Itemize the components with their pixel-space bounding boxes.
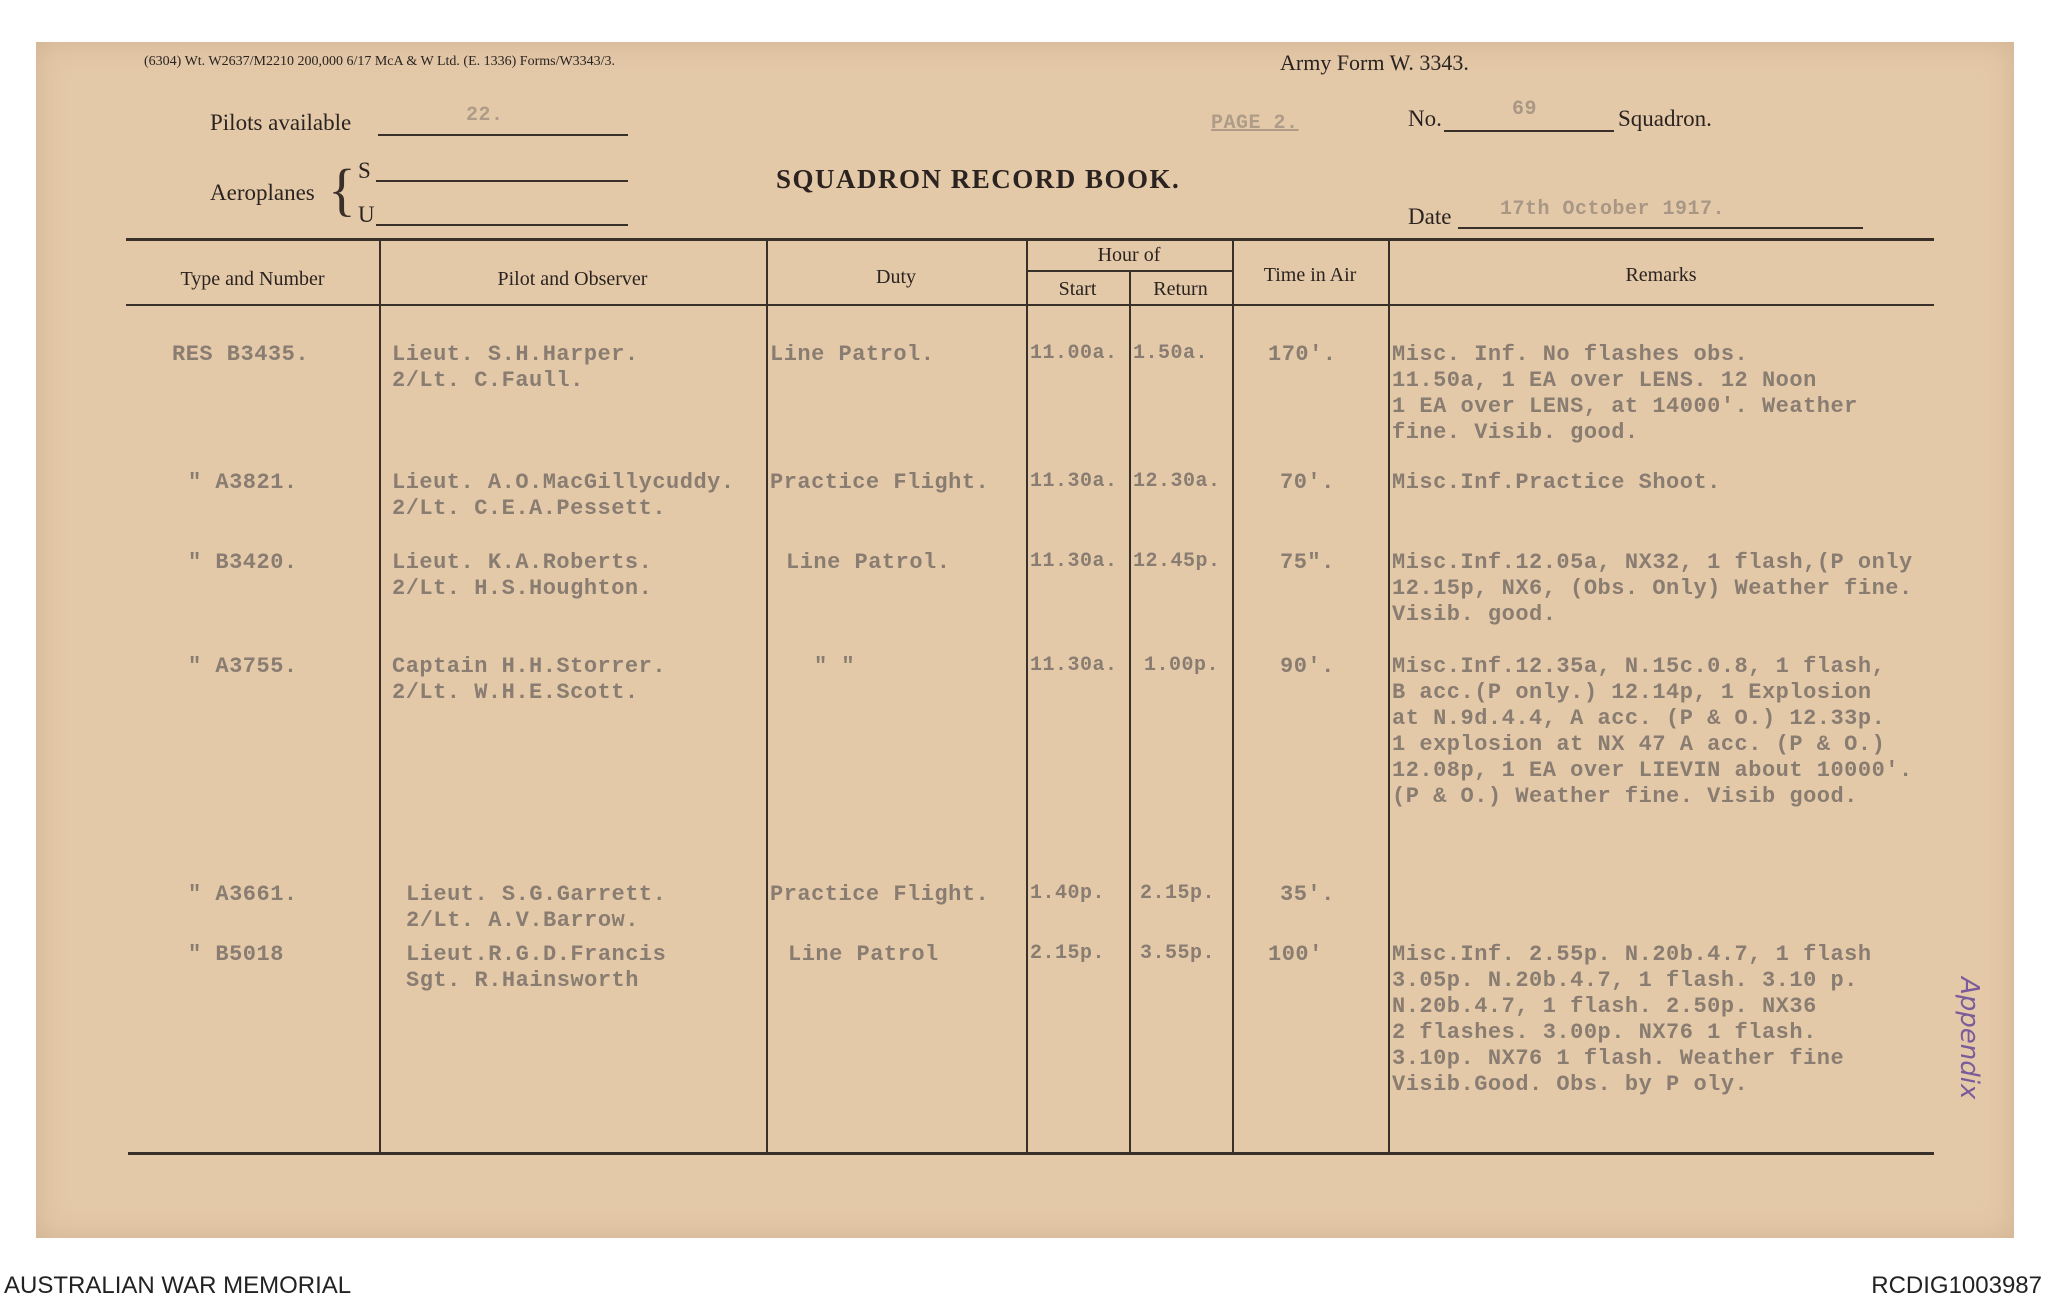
col-divider-5 [1232,240,1234,1152]
col-divider-6 [1388,240,1390,1152]
page-value: PAGE 2. [1211,112,1299,135]
cell-time: 75". [1280,550,1335,575]
cell-start: 11.30a. [1030,550,1118,573]
remark-line: 11.50a, 1 EA over LENS. 12 Noon [1392,368,1817,393]
pilots-available-underline [378,134,628,136]
remark-line: 12.15p, NX6, (Obs. Only) Weather fine. [1392,576,1913,601]
cell-remarks [1392,342,1858,446]
col-header-return: Return [1153,278,1208,300]
cell-remarks [1392,654,1913,810]
remark-line: N.20b.4.7, 1 flash. 2.50p. NX36 [1392,994,1817,1019]
observer-name: 2/Lt. A.V.Barrow. [406,908,639,933]
col-header-duty: Duty [876,266,916,288]
date-label: Date [1408,204,1452,229]
cell-start: 11.30a. [1030,470,1118,493]
cell-duty: Line Patrol. [770,342,935,367]
cell-return: 2.15p. [1140,882,1216,905]
remark-line: Misc.Inf.12.05a, NX32, 1 flash,(P only [1392,550,1913,575]
col-header-remarks: Remarks [1625,264,1697,286]
col-divider-2 [766,240,768,1152]
cell-pilot [406,882,666,934]
remark-line: B acc.(P only.) 12.14p, 1 Explosion [1392,680,1872,705]
remark-line: 1 explosion at NX 47 A acc. (P & O.) [1392,732,1886,757]
pilot-name: Lieut. S.G.Garrett. [406,882,667,907]
pilots-available-value: 22. [466,104,504,127]
cell-return: 12.30a. [1133,470,1221,493]
cell-return: 3.55p. [1140,942,1216,965]
cell-start: 1.40p. [1030,882,1106,905]
remark-line: Visib. good. [1392,602,1557,627]
page-title: SQUADRON RECORD BOOK. [776,164,1181,194]
cell-pilot [392,470,735,522]
remark-line: Misc.Inf.Practice Shoot. [1392,470,1721,495]
footer-archive-name: AUSTRALIAN WAR MEMORIAL [4,1272,352,1299]
date-underline [1458,227,1863,229]
table-top-rule [126,238,1934,241]
observer-name: Sgt. R.Hainsworth [406,968,639,993]
table-bottom-rule [128,1152,1934,1155]
cell-start: 11.00a. [1030,342,1118,365]
col-divider-1 [379,240,381,1152]
col-divider-4 [1129,270,1131,1152]
squadron-label: Squadron. [1618,106,1712,131]
pilots-available-label: Pilots available [210,110,352,135]
pilot-name: Lieut. S.H.Harper. [392,342,639,367]
u-underline [376,224,628,226]
squadron-number: 69 [1512,98,1538,121]
remark-line: 12.08p, 1 EA over LIEVIN about 10000'. [1392,758,1913,783]
observer-name: 2/Lt. H.S.Houghton. [392,576,653,601]
cell-pilot [392,342,639,394]
observer-name: 2/Lt. C.E.A.Pessett. [392,496,667,521]
cell-type: " B5018 [188,942,284,967]
cell-type: " A3821. [188,470,298,495]
cell-return: 1.00p. [1144,654,1220,677]
cell-time: 90'. [1280,654,1335,679]
remark-line: Misc.Inf. 2.55p. N.20b.4.7, 1 flash [1392,942,1872,967]
remark-line: 2 flashes. 3.00p. NX76 1 flash. [1392,1020,1817,1045]
cell-remarks [1392,942,1872,1098]
s-label: S [358,158,371,183]
remark-line: Misc. Inf. No flashes obs. [1392,342,1749,367]
col-header-type: Type and Number [180,268,325,290]
cell-return: 12.45p. [1133,550,1221,573]
cell-start: 11.30a. [1030,654,1118,677]
cell-type: " B3420. [188,550,298,575]
footer-record-id: RCDIG1003987 [1871,1272,2042,1299]
cell-time: 70'. [1280,470,1335,495]
remark-line: 1 EA over LENS, at 14000'. Weather [1392,394,1858,419]
pilot-name: Lieut. K.A.Roberts. [392,550,653,575]
cell-pilot [392,654,666,706]
cell-duty: Line Patrol. [786,550,951,575]
aeroplanes-brace: { [328,157,356,222]
cell-time: 100' [1268,942,1323,967]
remark-line: fine. Visib. good. [1392,420,1639,445]
cell-time: 35'. [1280,882,1335,907]
date-value: 17th October 1917. [1500,198,1726,221]
col-divider-3 [1026,240,1028,1152]
appendix-annotation: Appendix [1954,977,1984,1100]
observer-name: 2/Lt. W.H.E.Scott. [392,680,639,705]
cell-duty: Practice Flight. [770,470,990,495]
header-bottom-rule [126,304,1934,306]
remark-line: Visib.Good. Obs. by P oly. [1392,1072,1749,1097]
no-label: No. [1408,106,1442,131]
print-info: (6304) Wt. W2637/M2210 200,000 6/17 McA & W Ltd. (E. 1336) Forms/W3343/3. [144,54,616,69]
pilot-name: Lieut. A.O.MacGillycuddy. [392,470,735,495]
no-underline [1444,130,1614,132]
col-header-hour-of: Hour of [1097,244,1161,266]
cell-remarks [1392,470,1721,496]
cell-duty: " " [814,654,856,679]
cell-remarks [1392,550,1913,628]
form-label: Army Form W. 3343. [1280,50,1469,75]
remark-line: 3.10p. NX76 1 flash. Weather fine [1392,1046,1845,1071]
u-label: U [358,202,375,227]
cell-time: 170'. [1268,342,1337,367]
col-header-pilot: Pilot and Observer [497,268,648,290]
cell-type: " A3661. [188,882,298,907]
aeroplanes-label: Aeroplanes [210,180,315,205]
pilot-name: Lieut.R.G.D.Francis [406,942,667,967]
cell-pilot [392,550,652,602]
record-sheet [36,42,2014,1238]
remark-line: Misc.Inf.12.35a, N.15c.0.8, 1 flash, [1392,654,1886,679]
col-header-time-in-air: Time in Air [1263,264,1357,286]
remark-line: at N.9d.4.4, A acc. (P & O.) 12.33p. [1392,706,1886,731]
cell-type: RES B3435. [172,342,310,367]
remark-line: (P & O.) Weather fine. Visib good. [1392,784,1858,809]
col-header-start: Start [1058,278,1097,300]
cell-type: " A3755. [188,654,298,679]
observer-name: 2/Lt. C.Faull. [392,368,584,393]
cell-duty: Practice Flight. [770,882,990,907]
cell-pilot [406,942,666,994]
cell-duty: Line Patrol [788,942,939,967]
cell-return: 1.50a. [1133,342,1209,365]
remark-line: 3.05p. N.20b.4.7, 1 flash. 3.10 p. [1392,968,1858,993]
cell-start: 2.15p. [1030,942,1106,965]
pilot-name: Captain H.H.Storrer. [392,654,667,679]
s-underline [376,180,628,182]
